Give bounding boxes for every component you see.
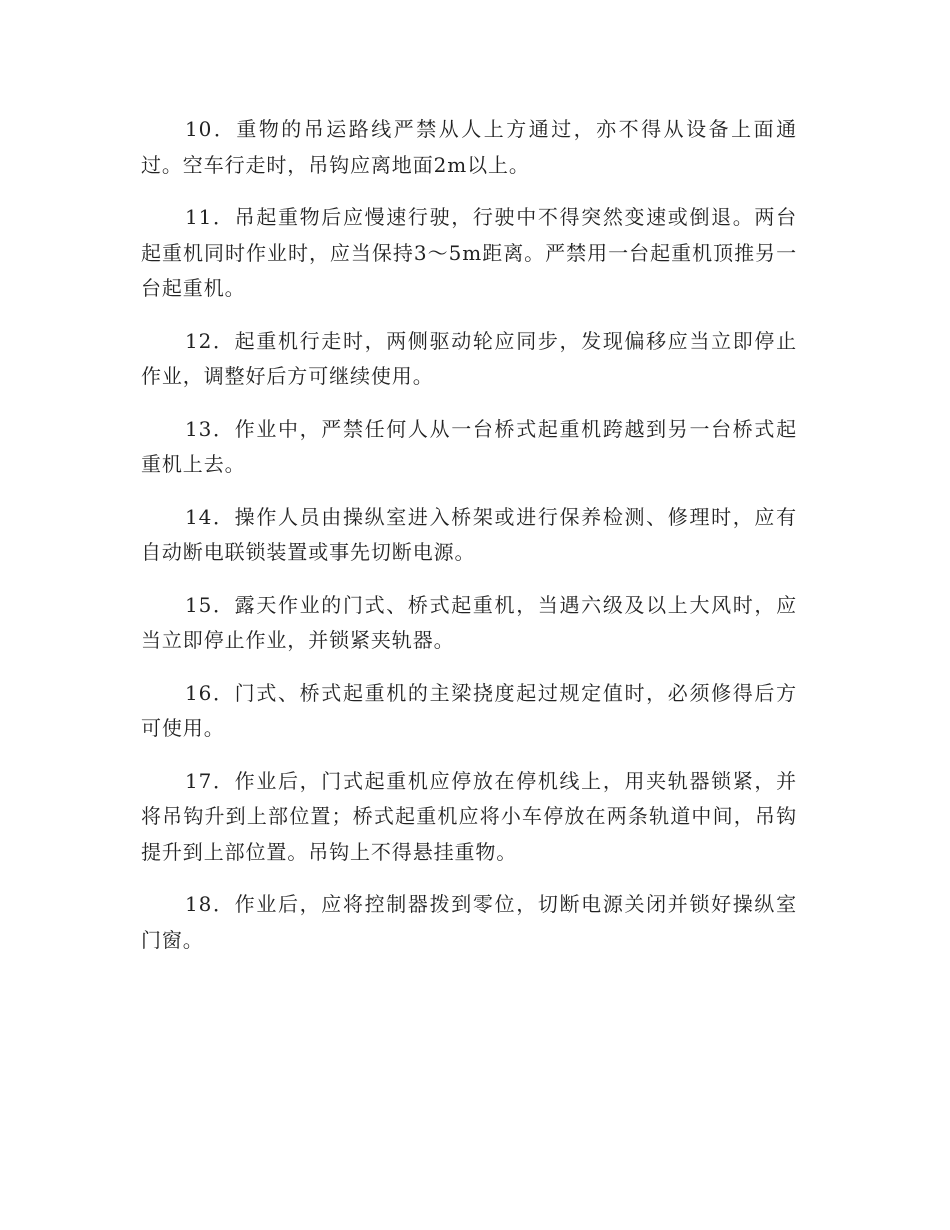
paragraph-item-10: 10．重物的吊运路线严禁从人上方通过，亦不得从设备上面通过。空车行走时，吊钩应离地面2m以上。 bbox=[141, 117, 797, 177]
paragraph-item-18: 18．作业后，应将控制器拨到零位，切断电源关闭并锁好操纵室门窗。 bbox=[141, 892, 797, 952]
paragraph-item-13: 13．作业中，严禁任何人从一台桥式起重机跨越到另一台桥式起重机上去。 bbox=[141, 416, 797, 476]
document-body bbox=[141, 112, 797, 975]
paragraph-item-14: 14．操作人员由操纵室进入桥架或进行保养检测、修理时，应有自动断电联锁装置或事先切断电源。 bbox=[141, 504, 797, 564]
paragraph-item-15: 15．露天作业的门式、桥式起重机，当遇六级及以上大风时，应当立即停止作业，并锁紧夹轨器。 bbox=[141, 592, 797, 652]
paragraph-item-17: 17．作业后，门式起重机应停放在停机线上，用夹轨器锁紧，并将吊钩升到上部位置；桥式起重机应将小车停放在两条轨道中间，吊钩提升到上部位置。吊钩上不得悬挂重物。 bbox=[141, 768, 797, 864]
paragraph-item-16: 16．门式、桥式起重机的主梁挠度起过规定值时，必须修得后方可使用。 bbox=[141, 680, 797, 740]
paragraph-item-12: 12．起重机行走时，两侧驱动轮应同步，发现偏移应当立即停止作业，调整好后方可继续使用。 bbox=[141, 328, 797, 388]
paragraph-item-11: 11．吊起重物后应慢速行驶，行驶中不得突然变速或倒退。两台起重机同时作业时，应当保持3～5m距离。严禁用一台起重机顶推另一台起重机。 bbox=[141, 205, 797, 300]
